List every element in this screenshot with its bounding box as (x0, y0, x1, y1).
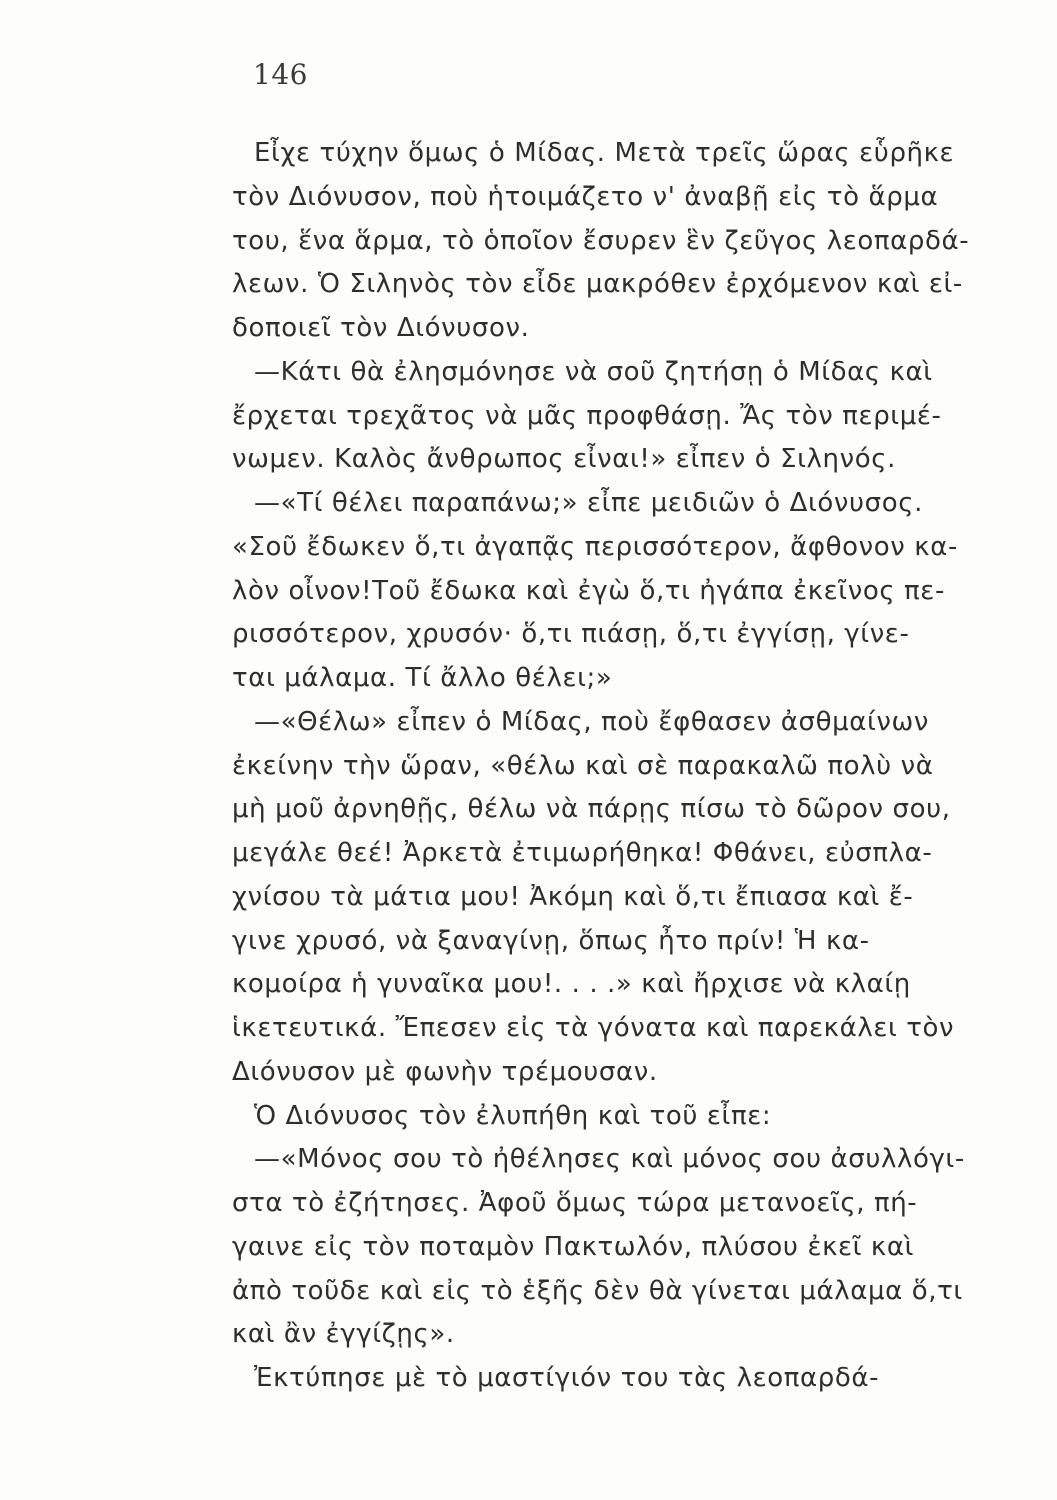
text-line: ἔρχεται τρεχᾶτος νὰ μᾶς προφθάσῃ. Ἄς τὸν περιμέ- (232, 400, 942, 431)
text-line: ται μάλαμα. Τί ἄλλο θέλει;» (232, 663, 613, 693)
text-line: ἐκείνην τὴν ὥραν, «θέλω καὶ σὲ παρακαλῶ πολὺ νὰ (232, 750, 934, 781)
text-line: ρισσότερον, χρυσόν· ὅ,τι πιάσῃ, ὅ,τι ἐγγίσῃ, γίνε- (232, 619, 910, 650)
text-line: ἱκετευτικά. Ἔπεσεν εἰς τὰ γόνατα καὶ παρεκάλει τὸν (232, 1013, 955, 1043)
text-line: «Σοῦ ἔδωκεν ὅ,τι ἀγαπᾷς περισσότερον, ἄφθονον κα- (232, 531, 958, 562)
text-line: Εἶχε τύχην ὅμως ὁ Μίδας. Μετὰ τρεῖς ὥρας εὗρῆκε (254, 138, 955, 168)
text-line: καὶ ἂν ἐγγίζῃς». (232, 1319, 455, 1350)
text-line: Ὁ Διόνυσος τὸν ἐλυπήθη καὶ τοῦ εἶπε: (254, 1100, 772, 1131)
text-line: Διόνυσον μὲ φωνὴν τρέμουσαν. (232, 1056, 658, 1087)
text-line: χνίσου τὰ μάτια μου! Ἀκόμη καὶ ὅ,τι ἔπιασα καὶ ἔ- (232, 881, 914, 912)
text-line: Ἐκτύπησε μὲ τὸ μαστίγιόν του τὰς λεοπαρδά- (254, 1363, 880, 1393)
text-line: γαινε εἰς τὸν ποταμὸν Πακτωλόν, πλύσου ἐκεῖ καὶ (232, 1231, 914, 1262)
text-line: λὸν οἶνον!Τοῦ ἔδωκα καὶ ἐγὼ ὅ,τι ἠγάπα ἐκεῖνος πε- (232, 575, 945, 606)
text-line: μεγάλε θεέ! Ἀρκετὰ ἐτιμωρήθηκα! Φθάνει, εὐσπλα- (232, 838, 933, 868)
text-line: μὴ μοῦ ἀρνηθῇς, θέλω νὰ πάρῃς πίσω τὸ δῶρον σου, (232, 794, 951, 825)
text-line: ἀπὸ τοῦδε καὶ εἰς τὸ ἑξῆς δὲν θὰ γίνεται μάλαμα ὅ,τι (232, 1275, 963, 1306)
text-line: —Κάτι θὰ ἐλησμόνησε νὰ σοῦ ζητήσῃ ὁ Μίδας καὶ (254, 356, 933, 387)
text-line: —«Θέλω» εἶπεν ὁ Μίδας, ποὺ ἔφθασεν ἀσθμαίνων (254, 706, 930, 737)
text-line: του, ἕνα ἅρμα, τὸ ὁποῖον ἔσυρεν ἓν ζεῦγος λεοπαρδά- (232, 225, 970, 256)
text-line: —«Μόνος σου τὸ ἠθέλησες καὶ μόνος σου ἀσυλλόγι- (254, 1144, 965, 1175)
text-line: τὸν Διόνυσον, ποὺ ἡτοιμάζετο ν' ἀναβῇ εἰς τὸ ἅρμα (232, 181, 939, 212)
text-line: γινε χρυσό, νὰ ξαναγίνῃ, ὅπως ἦτο πρίν! Ἡ κα- (232, 925, 870, 956)
text-line: —«Τί θέλει παραπάνω;» εἶπε μειδιῶν ὁ Διόνυσος. (254, 488, 923, 518)
text-line: δοποιεῖ τὸν Διόνυσον. (232, 313, 530, 343)
text-line: κομοίρα ἡ γυναῖκα μου!. . . .» καὶ ἤρχισε νὰ κλαίῃ (232, 969, 911, 1000)
text-line: στα τὸ ἐζήτησες. Ἀφοῦ ὅμως τώρα μετανοεῖς, πή- (232, 1188, 918, 1218)
text-line: νωμεν. Καλὸς ἄνθρωπος εἶναι!» εἶπεν ὁ Σιληνός. (232, 444, 896, 475)
body-text (232, 132, 1022, 1401)
page-number: 146 (253, 58, 308, 91)
text-line: λεων. Ὁ Σιληνὸς τὸν εἶδε μακρόθεν ἐρχόμενον καὶ εἰ- (232, 269, 963, 300)
